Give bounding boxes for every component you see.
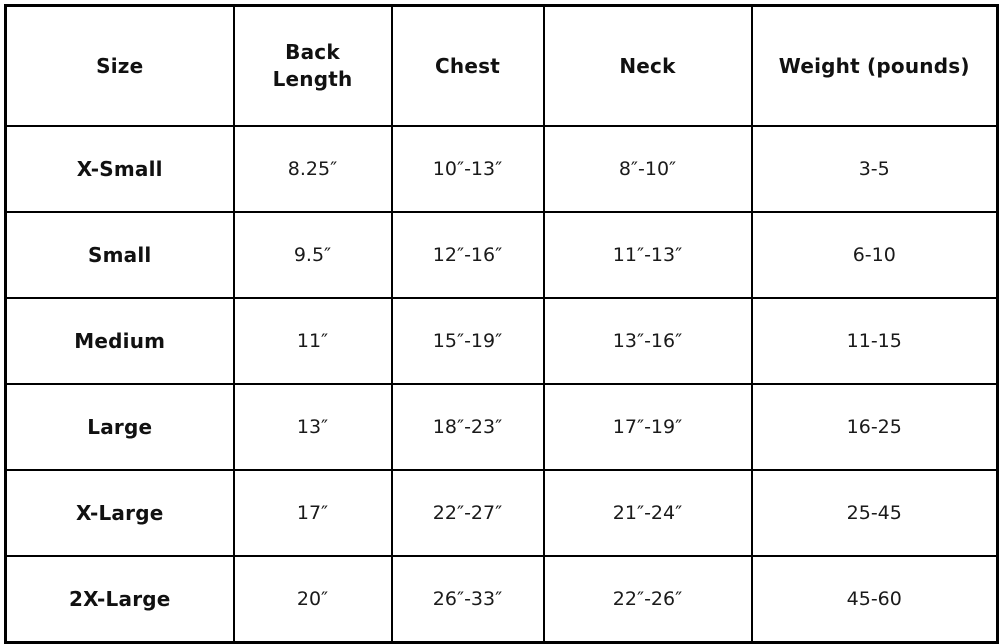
cell-neck: 21″-24″ <box>544 470 752 556</box>
column-header-weight: Weight (pounds) <box>752 6 998 127</box>
cell-weight: 25-45 <box>752 470 998 556</box>
cell-back-length: 9.5″ <box>234 212 392 298</box>
cell-back-length: 17″ <box>234 470 392 556</box>
cell-chest: 15″-19″ <box>392 298 544 384</box>
cell-weight: 3-5 <box>752 126 998 212</box>
cell-weight: 6-10 <box>752 212 998 298</box>
column-header-back-length-line1: Back <box>285 40 340 64</box>
cell-chest: 22″-27″ <box>392 470 544 556</box>
table-body <box>6 126 998 643</box>
table-row <box>6 384 998 470</box>
cell-chest: 10″-13″ <box>392 126 544 212</box>
cell-back-length: 20″ <box>234 556 392 643</box>
column-header-back-length <box>234 6 392 127</box>
table-row <box>6 470 998 556</box>
cell-weight: 45-60 <box>752 556 998 643</box>
cell-neck: 22″-26″ <box>544 556 752 643</box>
cell-neck: 17″-19″ <box>544 384 752 470</box>
column-header-chest: Chest <box>392 6 544 127</box>
cell-back-length: 11″ <box>234 298 392 384</box>
table-row <box>6 556 998 643</box>
cell-weight: 16-25 <box>752 384 998 470</box>
table-row <box>6 298 998 384</box>
cell-back-length: 13″ <box>234 384 392 470</box>
cell-chest: 18″-23″ <box>392 384 544 470</box>
row-label-large: Large <box>6 384 234 470</box>
row-label-small: Small <box>6 212 234 298</box>
cell-chest: 26″-33″ <box>392 556 544 643</box>
table-row <box>6 212 998 298</box>
cell-neck: 11″-13″ <box>544 212 752 298</box>
cell-chest: 12″-16″ <box>392 212 544 298</box>
cell-neck: 8″-10″ <box>544 126 752 212</box>
size-chart-table <box>4 4 999 644</box>
column-header-back-length-line2: Length <box>272 67 353 91</box>
row-label-x-small: X-Small <box>6 126 234 212</box>
column-header-neck: Neck <box>544 6 752 127</box>
table-row <box>6 126 998 212</box>
row-label-2x-large: 2X-Large <box>6 556 234 643</box>
cell-neck: 13″-16″ <box>544 298 752 384</box>
row-label-medium: Medium <box>6 298 234 384</box>
column-header-size: Size <box>6 6 234 127</box>
table-header <box>6 6 998 127</box>
cell-back-length: 8.25″ <box>234 126 392 212</box>
row-label-x-large: X-Large <box>6 470 234 556</box>
cell-weight: 11-15 <box>752 298 998 384</box>
table-header-row <box>6 6 998 127</box>
